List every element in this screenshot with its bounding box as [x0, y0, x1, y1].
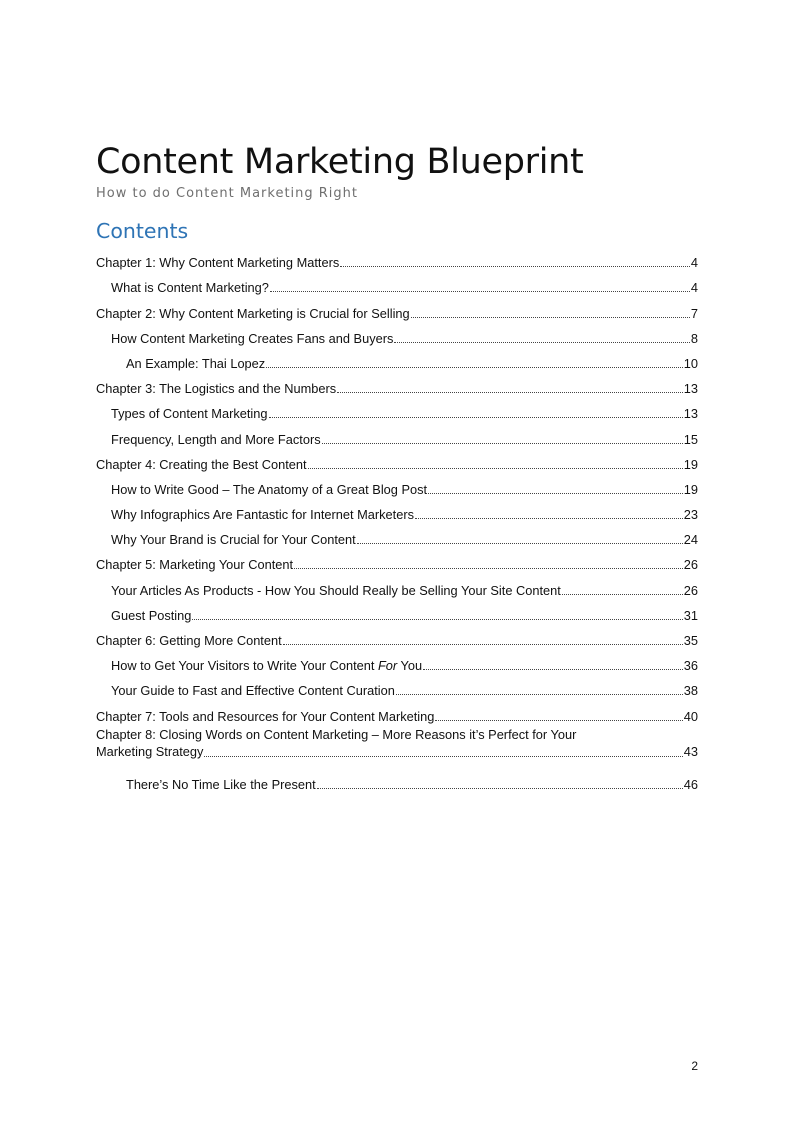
toc-entry[interactable]	[96, 724, 698, 767]
toc-entry-title: Chapter 1: Why Content Marketing Matters	[96, 255, 340, 271]
toc-dot-leader	[428, 493, 683, 494]
toc-title-part: You	[397, 658, 423, 674]
toc-entry-title: Types of Content Marketing	[111, 406, 268, 422]
toc-entry-title: Why Your Brand is Crucial for Your Content	[111, 532, 356, 548]
toc-dot-leader	[294, 568, 683, 569]
toc-dot-leader	[415, 518, 683, 519]
toc-entry-title: Chapter 5: Marketing Your Content	[96, 557, 294, 573]
toc-entry-page: 38	[683, 683, 698, 699]
toc-entry-page: 19	[683, 481, 698, 497]
toc-entry[interactable]	[96, 447, 698, 472]
toc-entry-page: 24	[683, 532, 698, 548]
toc-entry[interactable]	[96, 295, 698, 320]
toc-entry-title: How to Write Good – The Anatomy of a Great Blog Post	[111, 481, 428, 497]
toc-entry[interactable]	[96, 623, 698, 648]
toc-entry[interactable]	[96, 572, 698, 597]
toc-entry-title-cont: Marketing Strategy	[96, 743, 204, 759]
toc-entry[interactable]	[96, 497, 698, 522]
toc-entry[interactable]	[96, 321, 698, 346]
toc-entry[interactable]	[96, 648, 698, 673]
toc-dot-leader	[266, 367, 683, 368]
toc-entry-title: Chapter 2: Why Content Marketing is Crucial for Selling	[96, 305, 410, 321]
toc-entry[interactable]	[96, 698, 698, 723]
toc-entry-title: An Example: Thai Lopez	[126, 355, 266, 371]
toc-entry-page: 15	[683, 431, 698, 447]
toc-dot-leader	[192, 619, 682, 620]
toc-entry-page: 40	[683, 708, 698, 724]
toc-entry[interactable]	[96, 522, 698, 547]
toc-entry[interactable]	[96, 673, 698, 698]
toc-entry[interactable]	[96, 472, 698, 497]
toc-entry-continuation	[96, 743, 698, 760]
toc-entry-title: How Content Marketing Creates Fans and Buyers	[111, 330, 394, 346]
toc-entry[interactable]	[96, 270, 698, 295]
toc-title-italic: For	[377, 658, 398, 674]
toc-entry-page: 35	[683, 633, 698, 648]
toc-entry-page: 4	[690, 280, 698, 296]
toc-dot-leader	[357, 543, 683, 544]
toc-dot-leader	[337, 392, 683, 393]
toc-heading: Contents	[96, 219, 189, 243]
toc-entry-page: 26	[683, 557, 698, 573]
toc-entry[interactable]	[96, 421, 698, 446]
toc-entry-page: 46	[683, 776, 698, 792]
toc-dot-leader	[411, 317, 690, 318]
document-subtitle: How to do Content Marketing Right	[96, 186, 359, 201]
toc-dot-leader	[322, 443, 683, 444]
toc-entry-page: 4	[690, 255, 698, 271]
toc-entry[interactable]	[96, 371, 698, 396]
toc-entry-title: Frequency, Length and More Factors	[111, 431, 321, 447]
toc-entry[interactable]	[96, 245, 698, 270]
document-title: Content Marketing Blueprint	[96, 142, 584, 182]
toc-entry-title: Your Guide to Fast and Effective Content Curation	[111, 683, 395, 699]
toc-entry-page: 36	[683, 658, 698, 674]
toc-entry-page: 13	[683, 406, 698, 422]
toc-dot-leader	[396, 694, 683, 695]
toc-entry-title: Guest Posting	[111, 607, 192, 623]
toc-entry-title	[111, 658, 422, 673]
toc-entry[interactable]	[96, 396, 698, 421]
toc-dot-leader	[283, 644, 683, 645]
toc-entry-title: Why Infographics Are Fantastic for Internet Marketers	[111, 507, 414, 523]
toc-dot-leader	[562, 594, 683, 595]
toc-entry[interactable]	[96, 598, 698, 623]
toc-entry-page: 23	[683, 507, 698, 523]
toc-entry-title: Chapter 3: The Logistics and the Numbers	[96, 381, 337, 397]
toc-dot-leader	[317, 788, 683, 789]
toc-entry-title: Chapter 8: Closing Words on Content Marketing – More Reasons it’s Perfect for Your	[96, 726, 577, 742]
toc-entry-page: 26	[683, 582, 698, 598]
toc-dot-leader	[270, 291, 690, 292]
toc-entry-title: What is Content Marketing?	[111, 280, 269, 296]
toc-dot-leader	[204, 756, 682, 757]
toc-entry-page: 10	[683, 355, 698, 371]
toc-dot-leader	[423, 669, 683, 670]
toc-entry-page: 8	[690, 330, 698, 346]
toc-entry-title: Chapter 4: Creating the Best Content	[96, 456, 307, 472]
toc-dot-leader	[394, 342, 689, 343]
toc-dot-leader	[435, 720, 682, 721]
toc-dot-leader	[269, 417, 683, 418]
toc-entry-page: 43	[683, 743, 698, 759]
toc-entry-page: 13	[683, 381, 698, 397]
toc-entry-page: 31	[683, 607, 698, 623]
toc-title-part: How to Get Your Visitors to Write Your Content	[111, 658, 378, 674]
page-number: 2	[691, 1059, 698, 1073]
toc-entry[interactable]	[96, 346, 698, 371]
table-of-contents	[96, 245, 698, 792]
toc-dot-leader	[308, 468, 683, 469]
toc-entry-page: 7	[690, 305, 698, 321]
toc-entry-title: Chapter 6: Getting More Content	[96, 633, 282, 648]
toc-entry-title: There’s No Time Like the Present	[126, 776, 316, 792]
toc-entry[interactable]	[96, 547, 698, 572]
toc-entry[interactable]	[96, 767, 698, 792]
toc-entry-title: Your Articles As Products - How You Should Really be Selling Your Site Content	[111, 582, 561, 598]
toc-entry-title: Chapter 7: Tools and Resources for Your Content Marketing	[96, 708, 435, 724]
toc-entry-page: 19	[683, 456, 698, 472]
toc-dot-leader	[340, 266, 690, 267]
